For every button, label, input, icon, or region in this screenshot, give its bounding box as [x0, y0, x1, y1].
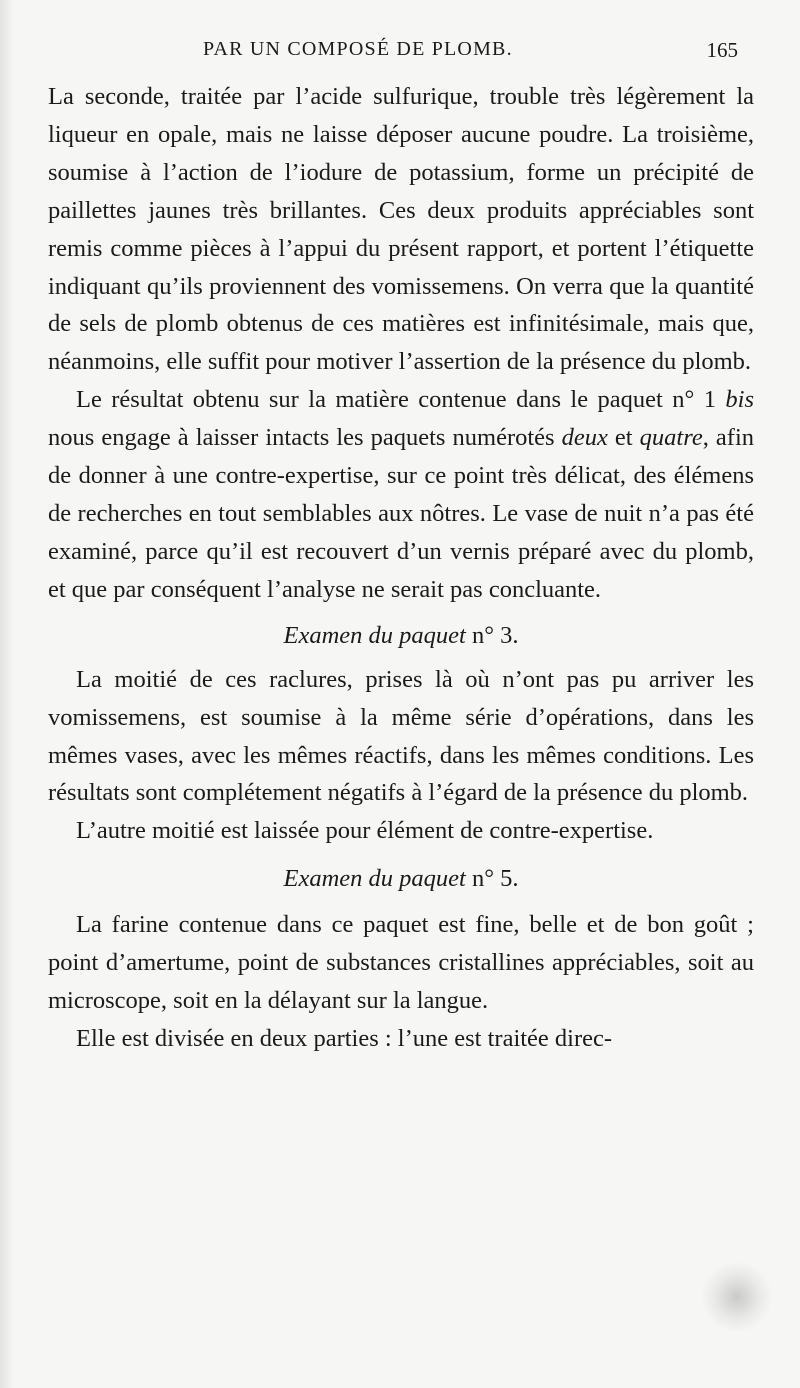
- paragraph-2-text-1: Le résultat obtenu sur la matière contenue dans le paquet n° 1: [76, 386, 726, 414]
- section-heading-paquet-5: [48, 860, 754, 898]
- heading-1-number: n° 3.: [465, 621, 519, 649]
- paragraph-2-italic-quatre: quatre: [639, 424, 703, 452]
- paragraph-3: La moitié de ces raclures, prises là où n’ont pas pu arriver les vomissemens, est soumise à la même série d’opérations, dans les mêmes vases, avec les mêmes réactifs, dans les mêmes conditions. Les résultats sont complétement négatifs à l’égard de la présence du plomb.: [48, 665, 754, 807]
- ink-smudge: [702, 1262, 772, 1332]
- paragraph-6: Elle est divisée en deux parties : l’une est traitée direc-: [76, 1024, 613, 1052]
- body-text: [48, 78, 754, 1058]
- page-edge-shadow: [0, 0, 14, 1388]
- heading-2-number: n° 5.: [465, 865, 519, 893]
- paragraph-1: La seconde, traitée par l’acide sulfurique, trouble très légèrement la liqueur en opale, mais ne laisse déposer aucune poudre. La troisième, soumise à l’action de l’iodure de potassium, forme un précipité de paillettes jaunes très brillantes. Ces deux produits appréciables sont remis comme pièces à l’appui du présent rapport, et portent l’étiquette indiquant qu’ils proviennent des vomissemens. On verra que la quantité de sels de plomb obtenus de ces matières est infinitésimale, mais que, néanmoins, elle suffit pour motiver l’assertion de la présence du plomb.: [48, 83, 754, 376]
- paragraph-2-text-4: , afin de donner à une contre-expertise, sur ce point très délicat, des élémens de recherches en tout semblables aux nôtres. Le vase de nuit n’a pas été examiné, parce qu’il est recouvert d’un vernis préparé avec du plomb, et que par conséquent l’analyse ne serait pas concluante.: [48, 424, 755, 603]
- page-number: 165: [706, 38, 738, 62]
- paragraph-2: [48, 381, 754, 608]
- section-heading-paquet-3: [48, 617, 754, 655]
- paragraph-2-text-2: nous engage à laisser intacts les paquets numérotés: [48, 424, 562, 452]
- paragraph-2-text-3: et: [607, 424, 640, 452]
- paragraph-2-italic-bis: bis: [725, 386, 754, 414]
- paragraph-2-italic-deux: deux: [561, 424, 608, 452]
- paragraph-5: La farine contenue dans ce paquet est fine, belle et de bon goût ; point d’amertume, point de substances cristallines appréciables, soit au microscope, soit en la délayant sur la langue.: [48, 911, 754, 1015]
- paragraph-4: L’autre moitié est laissée pour élément de contre-expertise.: [76, 817, 654, 845]
- heading-2-italic: Examen du paquet: [283, 865, 466, 893]
- running-head: PAR UN COMPOSÉ DE PLOMB.: [203, 38, 513, 60]
- page-header: [48, 38, 748, 68]
- heading-1-italic: Examen du paquet: [283, 621, 466, 649]
